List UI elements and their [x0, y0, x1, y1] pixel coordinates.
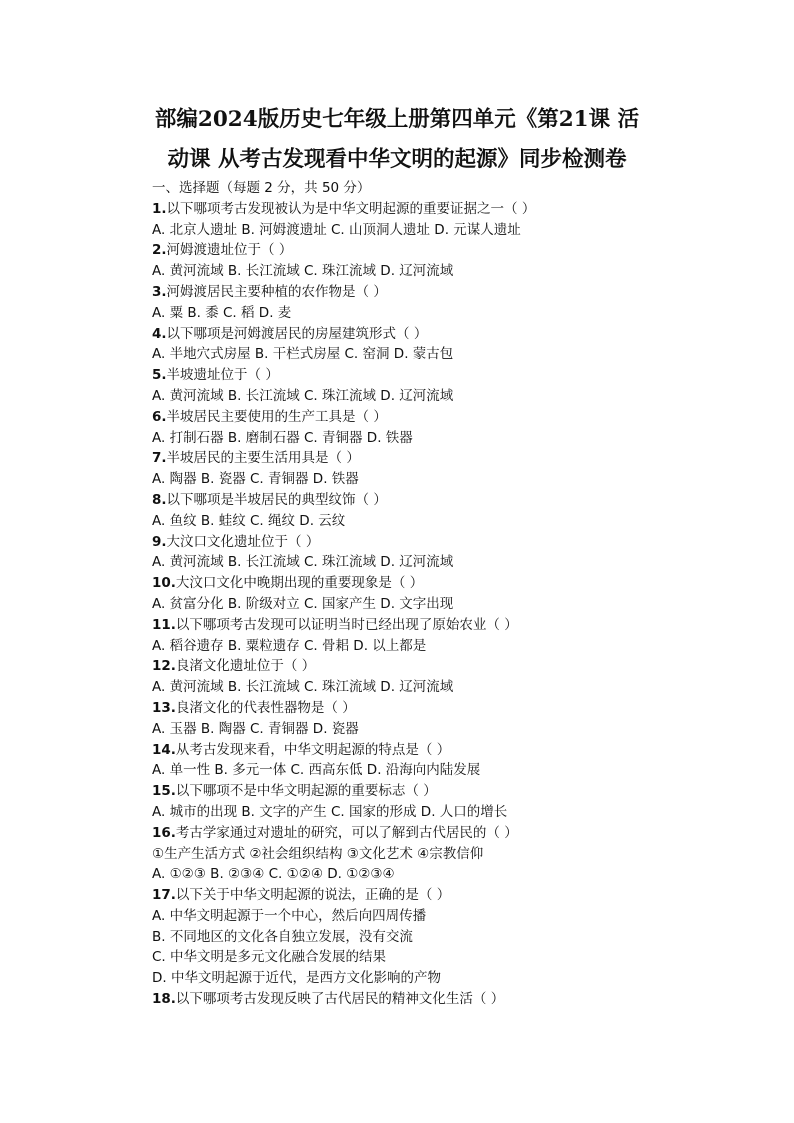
- question-number: 13.: [152, 699, 176, 716]
- question-options: A. 黄河流域 B. 长江流域 C. 珠江流域 D. 辽河流域: [152, 554, 454, 571]
- question-number: 17.: [152, 887, 176, 904]
- question-text: 以下哪项考古发现可以证明当时已经出现了原始农业（ ）: [175, 616, 518, 633]
- question-text: 半坡遗址位于（ ）: [166, 367, 279, 384]
- question-text: 半坡居民的主要生活用具是（ ）: [166, 450, 360, 467]
- title-line-2: 动课 从考古发现看中华文明的起源》同步检测卷: [167, 147, 627, 172]
- question-options: A. 黄河流域 B. 长江流域 C. 珠江流域 D. 辽河流域: [152, 679, 454, 696]
- question-options: A. 打制石器 B. 磨制石器 C. 青铜器 D. 铁器: [152, 429, 413, 446]
- question-number: 10.: [152, 575, 176, 592]
- question-number: 8.: [152, 491, 167, 508]
- question-stem: [152, 532, 772, 553]
- question-text: 以下哪项考古发现被认为是中华文明起源的重要证据之一（ ）: [166, 200, 536, 217]
- question-stem: [152, 740, 772, 761]
- question-options: A. ①②③ B. ②③④ C. ①②④ D. ①②③④: [152, 866, 395, 883]
- question-stem: [152, 573, 772, 594]
- question-number: 4.: [152, 325, 167, 342]
- question-options: A. 单一性 B. 多元一体 C. 西高东低 D. 沿海向内陆发展: [152, 762, 481, 779]
- question-number: 9.: [152, 533, 167, 550]
- question-stem: [152, 698, 772, 719]
- question-number: 6.: [152, 408, 167, 425]
- question-list: [152, 178, 772, 1010]
- question-options: A. 北京人遗址 B. 河姆渡遗址 C. 山顶洞人遗址 D. 元谋人遗址: [152, 221, 521, 238]
- question-stem: [152, 448, 772, 469]
- question-number: 1.: [152, 200, 167, 217]
- question-options: ①生产生活方式 ②社会组织结构 ③文化艺术 ④宗教信仰: [152, 845, 484, 862]
- question-number: 12.: [152, 658, 176, 675]
- question-text: 以下关于中华文明起源的说法，正确的是（ ）: [175, 887, 451, 904]
- question-options: A. 玉器 B. 陶器 C. 青铜器 D. 瓷器: [152, 720, 359, 737]
- question-options: A. 稻谷遗存 B. 粟粒遗存 C. 骨耜 D. 以上都是: [152, 637, 427, 654]
- question-options: A. 中华文明起源于一个中心，然后向四周传播: [152, 907, 427, 924]
- section-heading: 一、选择题（每题 2 分，共 50 分）: [152, 180, 371, 196]
- question-stem: [152, 615, 772, 636]
- question-text: 大汶口文化遗址位于（ ）: [166, 533, 320, 550]
- question-stem: [152, 365, 772, 386]
- question-options: A. 陶器 B. 瓷器 C. 青铜器 D. 铁器: [152, 471, 359, 488]
- question-stem: [152, 199, 772, 220]
- question-options: B. 不同地区的文化各自独立发展，没有交流: [152, 928, 413, 945]
- question-stem: [152, 324, 772, 345]
- question-options: C. 中华文明是多元文化融合发展的结果: [152, 949, 387, 966]
- question-text: 良渚文化的代表性器物是（ ）: [175, 699, 356, 716]
- question-text: 半坡居民主要使用的生产工具是（ ）: [166, 408, 387, 425]
- question-options: A. 贫富分化 B. 阶级对立 C. 国家产生 D. 文字出现: [152, 595, 454, 612]
- question-text: 以下哪项不是中华文明起源的重要标志（ ）: [175, 783, 437, 800]
- question-options: A. 黄河流域 B. 长江流域 C. 珠江流域 D. 辽河流域: [152, 387, 454, 404]
- question-stem: [152, 407, 772, 428]
- question-number: 7.: [152, 450, 167, 467]
- question-stem: [152, 989, 772, 1010]
- question-stem: [152, 656, 772, 677]
- question-options: D. 中华文明起源于近代，是西方文化影响的产物: [152, 970, 441, 987]
- question-options: A. 粟 B. 黍 C. 稻 D. 麦: [152, 304, 292, 321]
- question-number: 3.: [152, 283, 167, 300]
- question-number: 2.: [152, 242, 167, 259]
- question-number: 5.: [152, 367, 167, 384]
- page-title: [0, 100, 794, 180]
- question-text: 考古学家通过对遗址的研究，可以了解到古代居民的（ ）: [175, 824, 518, 841]
- question-stem: [152, 823, 772, 844]
- question-stem: [152, 490, 772, 511]
- question-text: 以下哪项是半坡居民的典型纹饰（ ）: [166, 491, 387, 508]
- question-text: 河姆渡居民主要种植的农作物是（ ）: [166, 283, 387, 300]
- question-stem: [152, 781, 772, 802]
- question-options: A. 城市的出现 B. 文字的产生 C. 国家的形成 D. 人口的增长: [152, 803, 508, 820]
- question-number: 15.: [152, 783, 176, 800]
- title-line-1: 部编2024版历史七年级上册第四单元《第21课 活: [154, 107, 640, 132]
- question-text: 从考古发现来看，中华文明起源的特点是（ ）: [175, 741, 451, 758]
- question-text: 大汶口文化中晚期出现的重要现象是（ ）: [175, 575, 424, 592]
- question-text: 良渚文化遗址位于（ ）: [175, 658, 316, 675]
- question-number: 11.: [152, 616, 176, 633]
- question-number: 14.: [152, 741, 176, 758]
- question-stem: [152, 885, 772, 906]
- question-stem: [152, 282, 772, 303]
- question-text: 以下哪项考古发现反映了古代居民的精神文化生活（ ）: [175, 991, 505, 1008]
- question-options: A. 半地穴式房屋 B. 干栏式房屋 C. 窑洞 D. 蒙古包: [152, 346, 454, 363]
- question-number: 16.: [152, 824, 176, 841]
- question-number: 18.: [152, 991, 176, 1008]
- question-text: 河姆渡遗址位于（ ）: [166, 242, 293, 259]
- question-options: A. 鱼纹 B. 蛙纹 C. 绳纹 D. 云纹: [152, 512, 346, 529]
- question-text: 以下哪项是河姆渡居民的房屋建筑形式（ ）: [166, 325, 428, 342]
- question-stem: [152, 240, 772, 261]
- question-options: A. 黄河流域 B. 长江流域 C. 珠江流域 D. 辽河流域: [152, 263, 454, 280]
